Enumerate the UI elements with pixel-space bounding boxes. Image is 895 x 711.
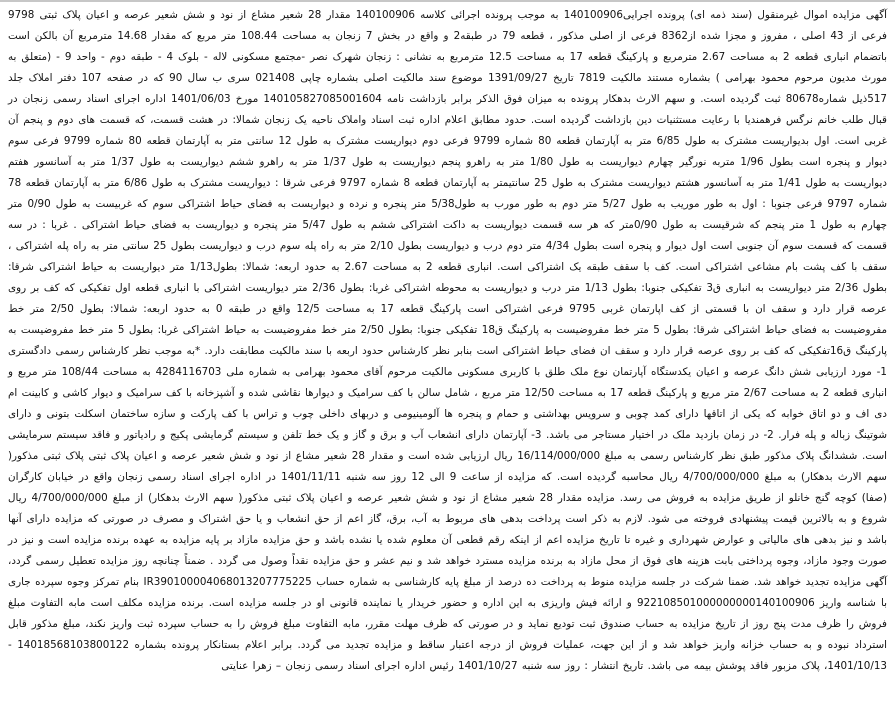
auction-notice-text: آگهی مزایده اموال غیرمنقول (سند ذمه ای) پرونده اجرایی140100906 به موجب پرونده اجرائی کلاسه 140100906 مقدار 28 شعیر مشاع از نود و شش شعیر عرصه و اعیان پلاک ثبتی 9798 فرعی از 43 اصلی ، مفروز و مجزا شده از8362 فرعی از اصلی مذکور ، قطعه 79 در طبقه2 و واقع در بخش 7 زنجان به مساحت 108.44 متر مربع که مقدار 14.68 مترمربع آن بالکن است باتضمام انباری قطعه 2 به مساحت 2.67 مترمربع و پارکینگ قطعه 17 به مساحت 12.5 مترمربع به نشانی : زنجان شهرک نصر -مجتمع مسکونی لاله - بلوک 4 - طبقه دوم - واحد 9 - (متعلق به مورث مدیون مرحوم محمود بهرامی ) بشماره مستند مالکیت 7819 تاریخ 1391/09/27 موضوع سند مالکیت اصلی بشماره چاپی 021408 سری ب سال 90 که در صفحه 107 دفتر املاک جلد 517ذیل شماره80678 ثبت گردیده است. و سهم الارث بدهکار پرونده به میزان فوق الذکر برابر بازداشت نامه 140105827085001604 مورخ 1401/06/03 اداره اجرای اسناد رسمی زنجان در قبال طلب خانم نرگس فرهمندیا با رعایت مستثنیات دین بازداشت گردیده است. حدود مطابق اعلام اداره ثبت اسناد واملاک ناحیه یک زنجان شمالا: در هشت قسمت، که قسمت های دوم و پنجم آن غربی است. اول بدیواریست مشترک به طول 6/85 متر به آپارتمان قطعه 80 شماره 9799 فرعی دوم دیواریست مشترک به طول 12 سانتی متر به آپارتمان قطعه 80 شماره 9799 فرعی سوم دیوار و پنجره است بطول 1/96 متربه نورگیر چهارم دیواریست به طول 1/80 متر به راهرو پنجم دیواریست به طول 1/37 متر به راهرو ششم دیواریست به طول 1/37 متر به آسانسور هفتم دیواریست به طول 1/41 متر به آسانسور هشتم دیواریست مشترک به طول 25 سانتیمتر به آپارتمان قطعه 8 شماره 9797 فرعی شرقا : دیواریست مشترک به طول 6/86 متر به آپارتمان قطعه 78 شماره 9797 فرعی جنوبا : اول به طور موریب به طول 5/27 متر دوم به طور مورب به طول5/38 متر پنجره و نرده و دیواریست به فضای حیاط اشتراکی سوم که غربیست به طول 0/90 متر چهارم به طول 1 متر پنجم که شرقیست به طول 0/90متر که هر سه قسمت دیواریست به داکت اشتراکی ششم به طول 5/47 متر پنجره و دیواریست به فضای حیاط اشتراکی . غربا : در سه قسمت که قسمت سوم آن جنوبی است اول دیوار و پنجره است بطول 4/34 متر دوم درب و دیواریست بطول 2/10 متر به راه پله سوم درب و دیواریست بطول 25 سانتی متر به راه پله اشتراکی ، سقف با کف پشت بام مشاعی اشتراکی است. کف با سقف طبقه یک اشتراکی است. انباری قطعه 2 به مساحت 2.67 به حدود اربعه: شمالا: بطول1/13 متر دیواریست به حیاط اشتراکی شرقا: بطول 2/36 متر دیواریست به انباری ق3 تفکیکی جنوبا: بطول 1/13 متر درب و دیواریست به محوطه اشتراکی غربا: بطول 2/36 متر دیواریست اشتراکی با انباری قطعه اول تفکیکی که کف بر روی عرصه قرار دارد و سقف ان با قسمتی از کف اپارتمان غربی 9795 فرعی اشتراکی است پارکینگ قطعه 17 به مساحت 12/5 واقع در طبقه 0 به حدود اربعه: شمالا: بطول 2/50 متر خط مفروضیست به فضای حیاط اشتراکی شرقا: بطول 5 متر خط مفروضیست به پارکینگ ق18 تفکیکی جنوبا: بطول 2/50 متر خط مفروضیست به حیاط اشتراکی غربا: بطول 5 متر خط مفروضیست به پارکینگ ق16تفکیکی که کف بر روی عرصه قرار دارد و سقف ان فضای حیاط اشتراکی است بنابر نظر کارشناس حدود اربعه با سند مالکیت مطابقت دارد. *به موجب نظر کارشناس رسمی دادگستری 1- مورد ارزیابی شش دانگ عرصه و اعیان یکدستگاه آپارتمان نوع ملک طلق با کاربری مسکونی مالکیت مرحوم آقای محمود بهرامی به شماره ملی 4284116703 به مساحت 108/44 متر مربع و انباری قطعه 2 به مساحت 2/67 متر مربع و پارکینگ قطعه 17 به مساحت 12/50 متر مربع ، شامل سالن با کف سرامیک و دیوارها نقاشی شده و آشپزخانه با کف سرامیک و دیوار کاشی و کابینت ام دی اف و دو اتاق خوابه که یکی از اتاقها دارای کمد چوبی و سرویس بهداشتی و حمام و پنجره ها آلومینیومی و دربهای داخلی چوب و تراس با کف پارکت و سازه ساختمان اسکلت بتونی و دارای شوتینگ زباله و پله فرار. 2- در زمان بازدید ملک در اختیار مستاجر می باشد. 3- آپارتمان دارای انشعاب آب و برق و گاز و یک خط تلفن و سیستم گرمایشی پکیج و رادیاتور و فاقد سیستم سرمایشی است. ششدانگ پلاک مذکور طبق نظر کارشناس رسمی به مبلغ 16/114/000/000 ریال ارزیابی شده است و مقدار 28 شعیر مشاع از نود و شش شعیر عرصه و اعیان پلاک ثبتی پلاک ثبتی مذکور( سهم الارث بدهکار) به مبلغ 4/700/000/000 ریال محاسبه گردیده است. که مزایده از ساعت 9 الی 12 روز سه شنبه 1401/11/11 در اداره اجرای اسناد رسمی زنجان واقع در خیابان کارگران (صفا) کوچه گنج خانلو از طریق مزایده به فروش می رسد. مزایده مقدار 28 شعیر مشاع از نود و شش شعیر عرصه و اعیان پلاک ثبتی مذکور( سهم الارث بدهکار) از مبلغ 4/700/000/000 ریال شروع و به بالاترین قیمت پیشنهادی فروخته می شود. لازم به ذکر است پرداخت بدهی های مربوط به آب، برق، گاز اعم از حق انشعاب و یا حق اشتراک و مصرف در صورتی که مزایده دارای آنها باشد و نیز بدهی های مالیاتی و عوارض شهرداری و غیره تا تاریخ مزایده اعم از اینکه رقم قطعی آن معلوم شده یا نشده باشد و حق مزایده مازاد بر پایه مزایده به عهده برنده مزایده است و نیز در صورت وجود مازاد، وجوه پرداختی بابت هزینه های فوق از محل مازاد به برنده مزایده مسترد خواهد شد و نیم عشر و حق مزایده نقداً وصول می گردد . ضمناً چنانچه روز مزایده تعطیل رسمی گردد، آگهی مزایده تجدید خواهد شد. ضمنا شرکت در جلسه مزایده منوط به پرداخت ده درصد از مبلغ پایه کارشناسی به شماره حساب IR390100004068013207775225 بنام تمرکز وجوه سپرده جاری با شناسه واریز 922108501000000000140100906 و ارائه فیش واریزی به این اداره و حضور خریدار یا نماینده قانونی او در جلسه مزایده است. برنده مزایده مکلف است مابه التفاوت مبلغ فروش را ظرف مدت پنج روز از تاریخ مزایده به حساب صندوق ثبت تودیع نماید و در صورتی که ظرف مهلت مقرر، مابه التفاوت مبلغ فروش را به حساب سپرده ثبت واریز نکند، مبلغ مذکور قابل استرداد نبوده و به حساب خزانه واریز خواهد شد و از این جهت، عملیات فروش از درجه اعتبار ساقط و مزایده تجدید می گردد. برابر اعلام بستانکار پرونده بشماره 14018568103800122 - 1401/10/13، پلاک مزبور فاقد پوشش بیمه می باشد. تاریخ انتشار : روز سه شنبه 1401/10/27 رئیس اداره اجرای اسناد رسمی زنجان – زهرا عنایتی <box>8 9 888 672</box>
